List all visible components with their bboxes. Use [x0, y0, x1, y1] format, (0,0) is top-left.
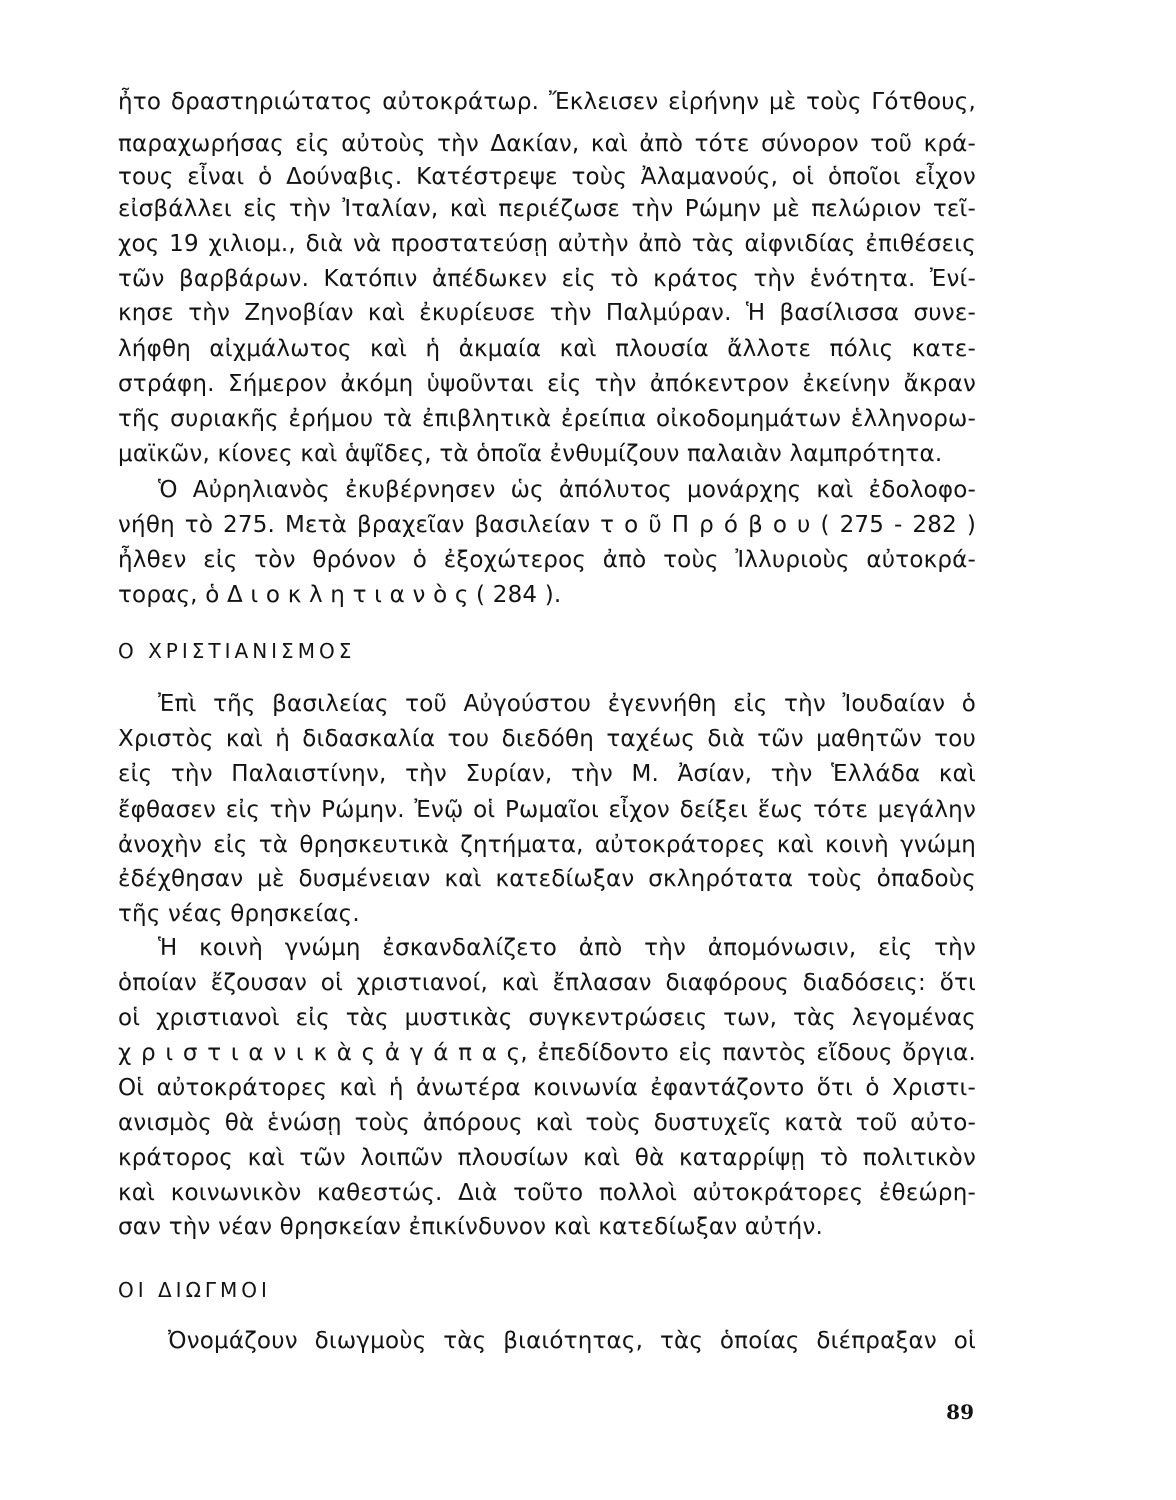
text-line: στράφη. Σήμερον ἀκόμη ὑψοῦνται εἰς τὴν ἀπόκεντρον ἐκείνην ἄκραν	[118, 371, 976, 397]
text-line: σαν τὴν νέαν θρησκείαν ἐπικίνδυνον καὶ κατεδίωξαν αὐτήν.	[118, 1214, 824, 1240]
text-line: τῆς συριακῆς ἐρήμου τὰ ἐπιβλητικὰ ἐρείπια οἰκοδομημάτων ἑλληνορω-	[118, 406, 976, 432]
text-line: ἐδέχθησαν μὲ δυσμένειαν καὶ κατεδίωξαν σκληρότατα τοὺς ὀπαδοὺς	[118, 866, 976, 892]
text-line: εἰσβάλλει εἰς τὴν Ἰταλίαν, καὶ περιέζωσε τὴν Ρώμην μὲ πελώριον τεῖ-	[118, 196, 976, 222]
text-line: ἦλθεν εἰς τὸν θρόνον ὁ ἐξοχώτερος ἀπὸ τοὺς Ἰλλυριοὺς αὐτοκρά-	[118, 547, 976, 573]
page-number: 89	[946, 1400, 974, 1424]
section-heading-christianity: Ο ΧΡΙΣΤΙΑΝΙΣΜΟΣ	[118, 639, 356, 663]
text-line: ἀνοχὴν εἰς τὰ θρησκευτικὰ ζητήματα, αὐτοκράτορες καὶ κοινὴ γνώμη	[118, 832, 976, 858]
paragraph-start-line: Ὀνομάζουν διωγμοὺς τὰς βιαιότητας, τὰς ὁποίας διέπραξαν οἱ	[168, 1328, 976, 1354]
text-line: μαϊκῶν, κίονες καὶ ἁψῖδες, τὰ ὁποῖα ἐνθυμίζουν παλαιὰν λαμπρότητα.	[118, 441, 943, 467]
paragraph-start-line: Ἐπὶ τῆς βασιλείας τοῦ Αὐγούστου ἐγεννήθη εἰς τὴν Ἰουδαίαν ὁ	[158, 691, 976, 717]
text-line: ἔφθασεν εἰς τὴν Ρώμην. Ἐνῷ οἱ Ρωμαῖοι εἶχον δείξει ἕως τότε μεγάλην	[118, 797, 976, 823]
text-line: τῶν βαρβάρων. Κατόπιν ἀπέδωκεν εἰς τὸ κράτος τὴν ἑνότητα. Ἐνί-	[118, 266, 976, 292]
text-line: παραχωρήσας εἰς αὐτοὺς τὴν Δακίαν, καὶ ἀπὸ τότε σύνορον τοῦ κρά-	[118, 131, 976, 157]
text-line: χος 19 χιλιομ., διὰ νὰ προστατεύσῃ αὐτὴν ἀπὸ τὰς αἰφνιδίας ἐπιθέσεις	[118, 231, 976, 257]
text-line: κράτορος καὶ τῶν λοιπῶν πλουσίων καὶ θὰ καταρρίψῃ τὸ πολιτικὸν	[118, 1145, 976, 1171]
text-line: Χριστὸς καὶ ἡ διδασκαλία του διεδόθη ταχέως διὰ τῶν μαθητῶν του	[118, 726, 976, 752]
text-line: τορας, ὁ Δ ι ο κ λ η τ ι α ν ὸ ς ( 284 ).	[118, 582, 562, 608]
text-line: εἰς τὴν Παλαιστίνην, τὴν Συρίαν, τὴν Μ. Ἀσίαν, τὴν Ἑλλάδα καὶ	[118, 761, 976, 787]
text-line: ἦτο δραστηριώτατος αὐτοκράτωρ. Ἔκλεισεν εἰρήνην μὲ τοὺς Γότθους,	[118, 89, 976, 115]
text-line: λήφθη αἰχμάλωτος καὶ ἡ ἀκμαία καὶ πλουσία ἄλλοτε πόλις κατε-	[118, 336, 976, 362]
text-line: ανισμὸς θὰ ἑνώσῃ τοὺς ἀπόρους καὶ τοὺς δυστυχεῖς κατὰ τοῦ αὐτο-	[118, 1110, 976, 1136]
text-line: καὶ κοινωνικὸν καθεστώς. Διὰ τοῦτο πολλοὶ αὐτοκράτορες ἐθεώρη-	[118, 1180, 976, 1206]
text-line: νήθη τὸ 275. Μετὰ βραχεῖαν βασιλείαν τ ο ῦ Π ρ ό β ο υ ( 275 - 282 )	[118, 512, 976, 538]
text-line: τους εἶναι ὁ Δούναβις. Κατέστρεψε τοὺς Ἀλαμανούς, οἱ ὁποῖοι εἶχον	[118, 164, 976, 190]
text-line: χ ρ ι σ τ ι α ν ι κ ὰ ς ἀ γ ά π α ς, ἐπεδίδοντο εἰς παντὸς εἴδους ὄργια.	[118, 1040, 976, 1066]
text-line: οἱ χριστιανοὶ εἰς τὰς μυστικὰς συγκεντρώσεις των, τὰς λεγομένας	[118, 1005, 976, 1031]
paragraph-start-line: Ὁ Αὐρηλιανὸς ἐκυβέρνησεν ὡς ἀπόλυτος μονάρχης καὶ ἐδολοφο-	[158, 477, 976, 503]
section-heading-persecutions: ΟΙ ΔΙΩΓΜΟΙ	[118, 1278, 271, 1302]
text-line: Οἱ αὐτοκράτορες καὶ ἡ ἀνωτέρα κοινωνία ἐφαντάζοντο ὅτι ὁ Χριστι-	[118, 1075, 976, 1101]
paragraph-start-line: Ἡ κοινὴ γνώμη ἐσκανδαλίζετο ἀπὸ τὴν ἀπομόνωσιν, εἰς τὴν	[158, 935, 976, 961]
text-line: τῆς νέας θρησκείας.	[118, 901, 360, 927]
text-line: ὁποίαν ἔζουσαν οἱ χριστιανοί, καὶ ἔπλασαν διαφόρους διαδόσεις: ὅτι	[118, 970, 976, 996]
text-line: κησε τὴν Ζηνοβίαν καὶ ἐκυρίευσε τὴν Παλμύραν. Ἡ βασίλισσα συνε-	[118, 300, 976, 326]
